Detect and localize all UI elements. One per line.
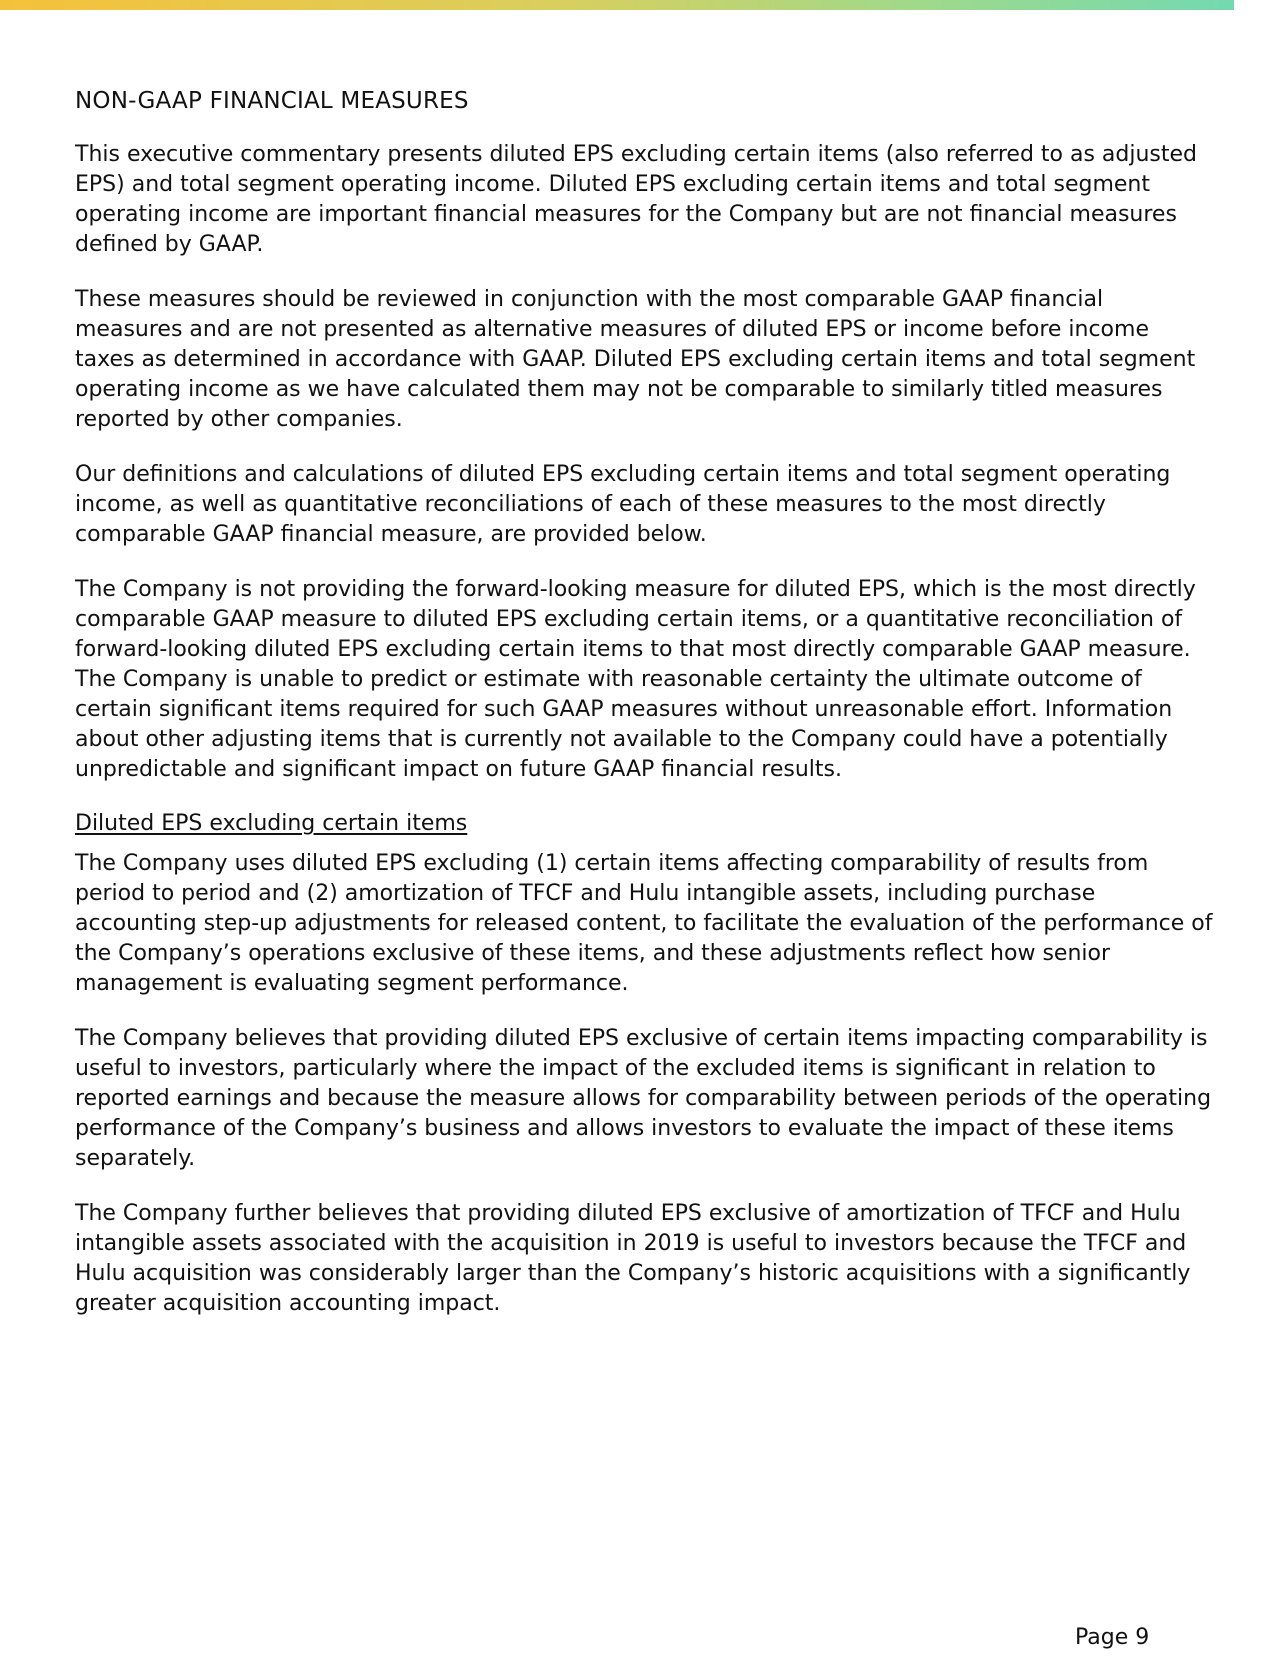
subsection-heading: Diluted EPS excluding certain items: [75, 811, 468, 836]
document-body: [75, 84, 1215, 1344]
section-paragraph-2: The Company believes that providing diluted EPS exclusive of certain items impacting comparability is useful to investors, particularly where the impact of the excluded items is significant in relation to reported earnings and because the measure allows for comparability between periods of the operating performance of the Company’s business and allows investors to evaluate the impact of these items separately.: [75, 1026, 1212, 1171]
intro-paragraph-3: Our definitions and calculations of diluted EPS excluding certain items and total segment operating income, as well as quantitative reconciliations of each of these measures to the most directly comparable GAAP financial measure, are provided below.: [75, 462, 1171, 547]
top-accent-bar: [0, 0, 1234, 10]
section-heading: NON-GAAP FINANCIAL MEASURES: [75, 88, 469, 114]
page-number: Page 9: [1075, 1625, 1150, 1650]
section-paragraph-3: The Company further believes that providing diluted EPS exclusive of amortization of TFCF and Hulu intangible assets associated with the acquisition in 2019 is useful to investors because the TFCF and Hulu acquisition was considerably larger than the Company’s historic acquisitions with a significantly greater acquisition accounting impact.: [75, 1201, 1191, 1316]
intro-paragraph-1: This executive commentary presents diluted EPS excluding certain items (also referred to as adjusted EPS) and total segment operating income. Diluted EPS excluding certain items and total segment operating income are important financial measures for the Company but are not financial measures defined by GAAP.: [75, 142, 1198, 257]
intro-paragraph-4: The Company is not providing the forward-looking measure for diluted EPS, which is the most directly comparable GAAP measure to diluted EPS excluding certain items, or a quantitative reconciliation of forward-looking diluted EPS excluding certain items to that most directly comparable GAAP measure. The Company is unable to predict or estimate with reasonable certainty the ultimate outcome of certain significant items required for such GAAP measures without unreasonable effort. Information about other adjusting items that is currently not available to the Company could have a potentially unpredictable and significant impact on future GAAP financial results.: [75, 577, 1196, 782]
section-paragraph-1: The Company uses diluted EPS excluding (1) certain items affecting comparability of results from period to period and (2) amortization of TFCF and Hulu intangible assets, including purchase accounting step-up adjustments for released content, to facilitate the evaluation of the performance of the Company’s operations exclusive of these items, and these adjustments reflect how senior management is evaluating segment performance.: [75, 851, 1213, 996]
intro-paragraph-2: These measures should be reviewed in conjunction with the most comparable GAAP financial measures and are not presented as alternative measures of diluted EPS or income before income taxes as determined in accordance with GAAP. Diluted EPS excluding certain items and total segment operating income as we have calculated them may not be comparable to similarly titled measures reported by other companies.: [75, 287, 1196, 432]
